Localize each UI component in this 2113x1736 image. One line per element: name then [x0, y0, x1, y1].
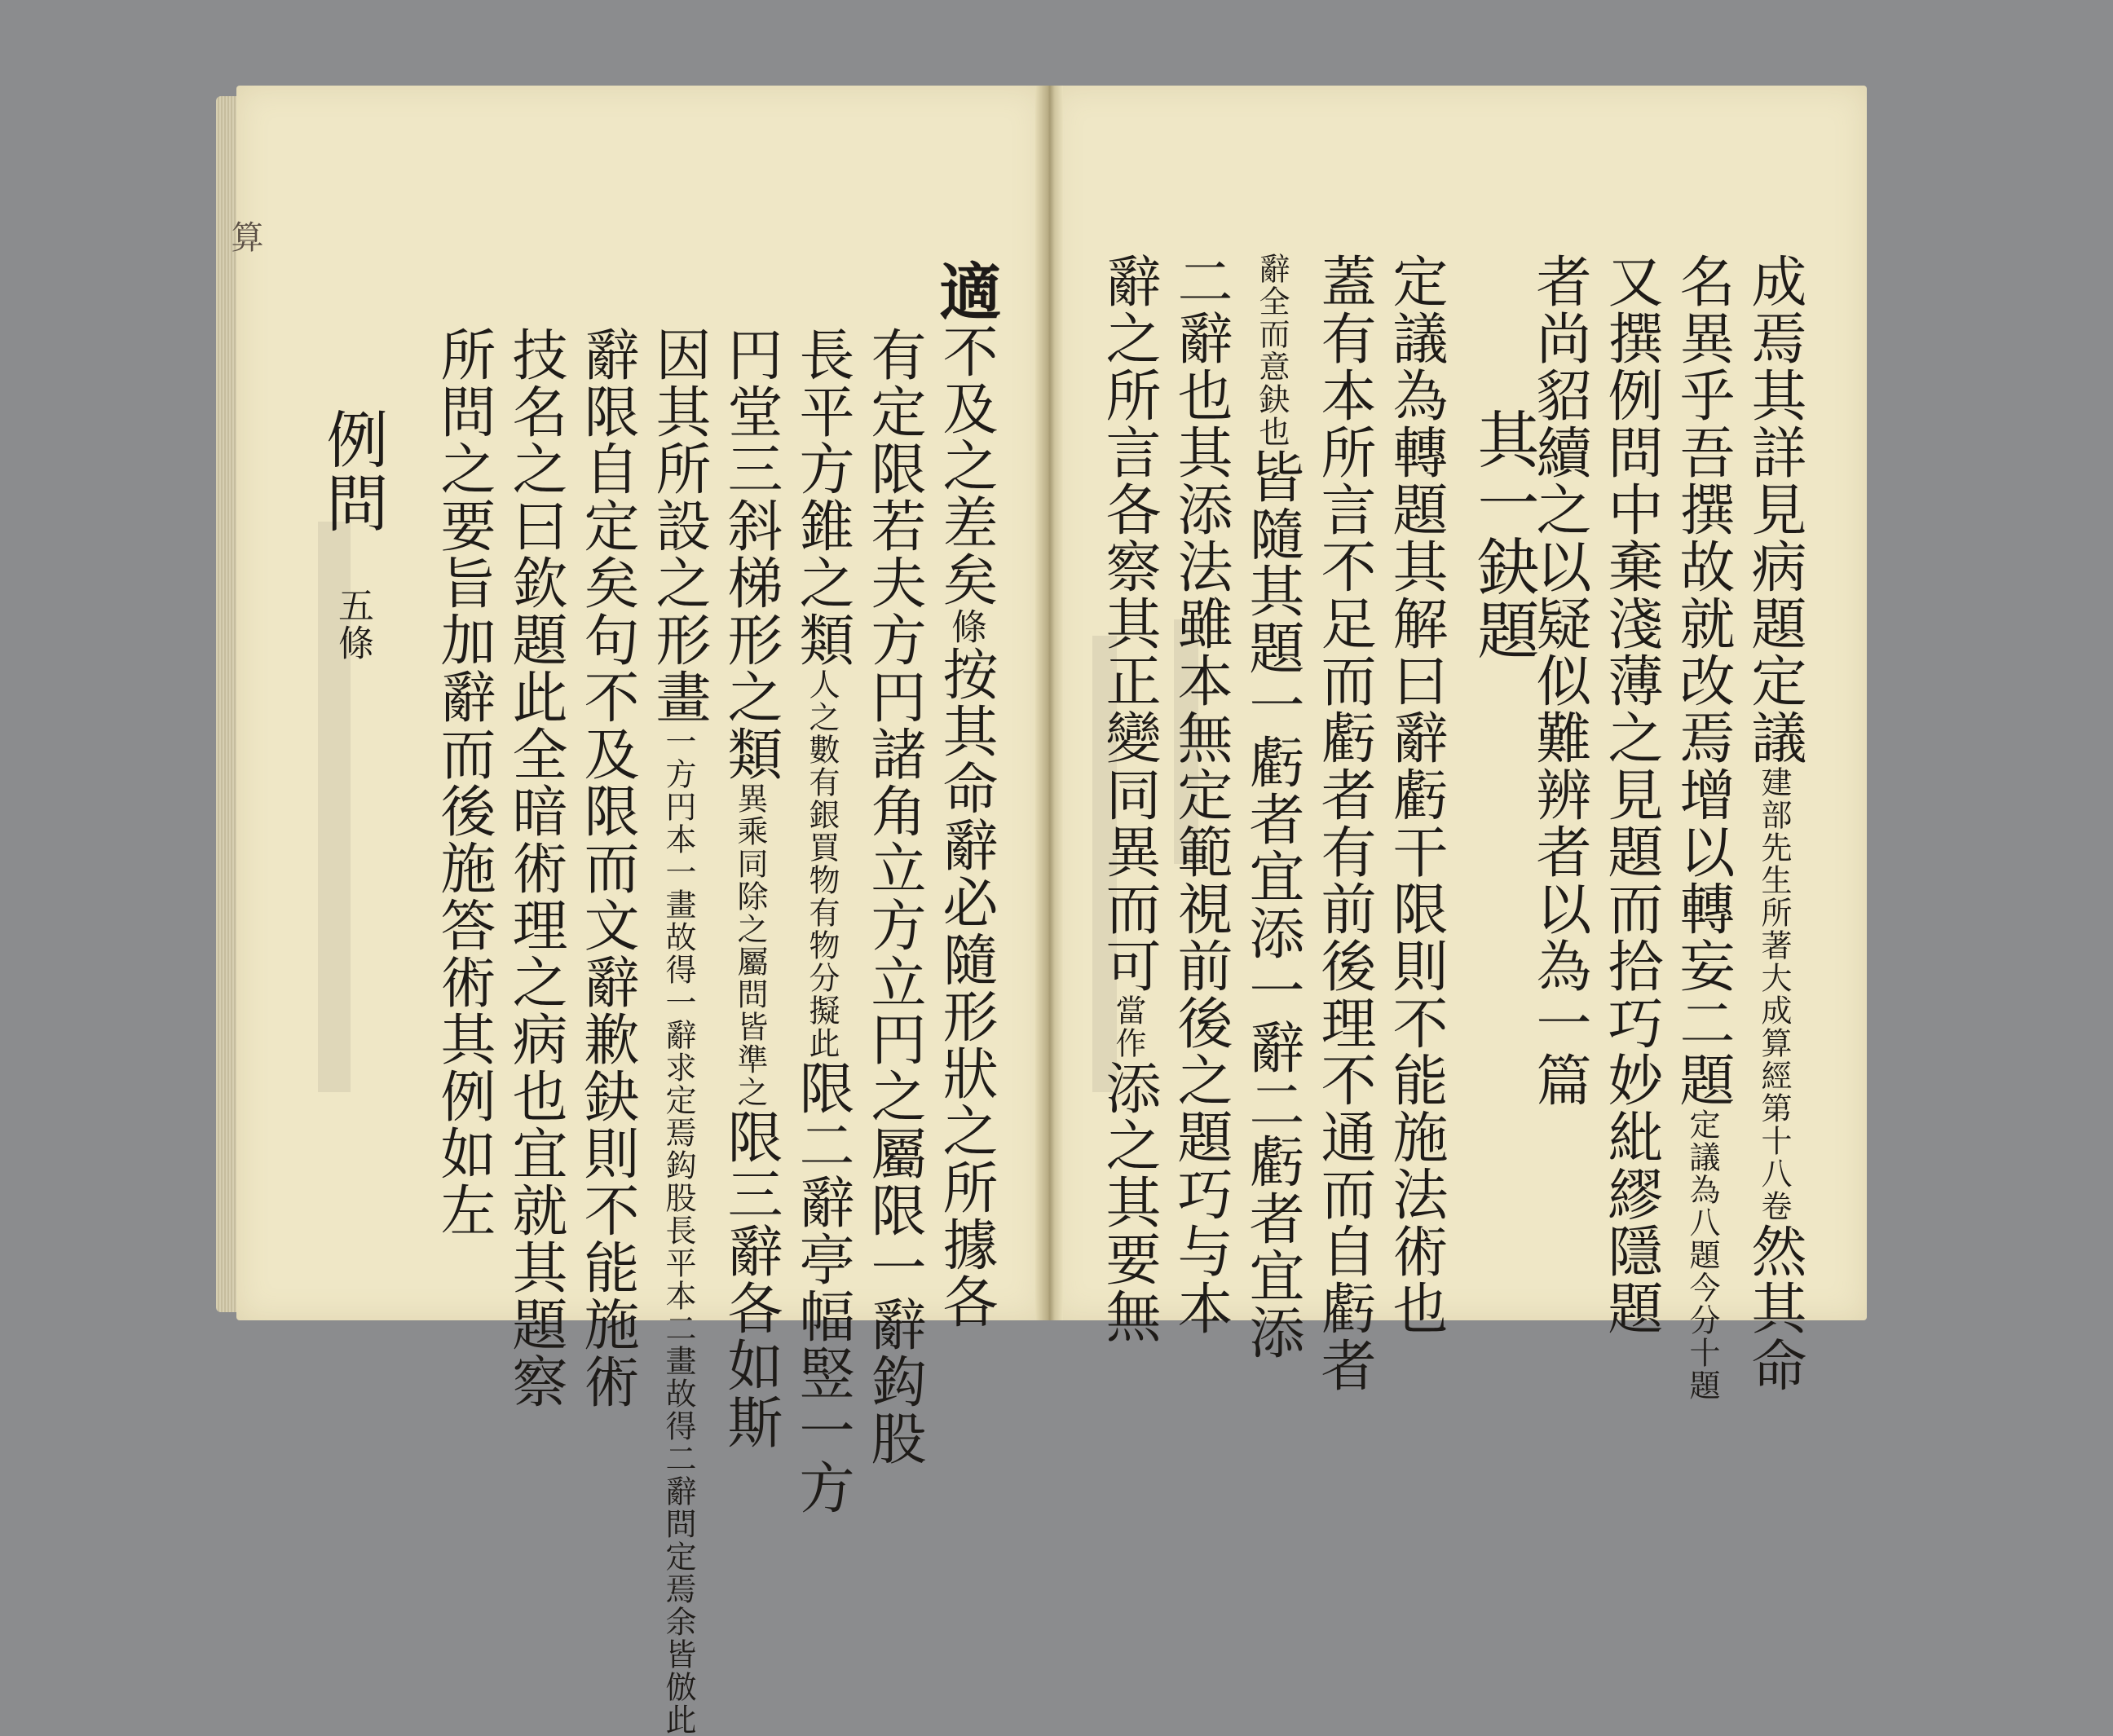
column-text: 按其命辭必隨形狀之所據各 — [933, 645, 998, 1330]
column-text: 辭之所言各察其正變同異而可 — [1096, 253, 1161, 994]
right-column-6 — [1383, 253, 1448, 1337]
right-column-2 — [1670, 253, 1735, 1402]
heading-note: 五條 — [332, 587, 373, 662]
left-column-6 — [575, 326, 639, 1410]
left-column-3 — [790, 326, 854, 1516]
right-column-3 — [1599, 253, 1663, 1337]
subsection-heading: 其一鈌題 — [1467, 408, 1540, 662]
column-note: 異乘同除之屬問皆準之 — [732, 782, 768, 1108]
left-column-1 — [929, 259, 1002, 1330]
column-note: 當作 — [1110, 994, 1146, 1060]
right-column-8 — [1240, 253, 1304, 1361]
column-note: 條 — [945, 608, 986, 645]
left-column-7 — [503, 326, 567, 1410]
column-note: 人之數 — [804, 668, 840, 766]
column-text: 定議為轉題其解曰辭虧干限則不能施法術也 — [1383, 253, 1448, 1337]
column-text: 限三辭各如斯 — [718, 1108, 783, 1451]
right-column-10 — [1096, 253, 1161, 1345]
right-column-9 — [1168, 253, 1233, 1337]
column-text: 蓋有本所言不足而虧者有前後理不通而自虧者 — [1312, 253, 1376, 1394]
column-text: 円堂三斜梯形之類 — [718, 326, 783, 782]
right-column-4 — [1527, 253, 1591, 1108]
column-text: 不及之差矣 — [933, 323, 998, 608]
book-gutter — [1035, 86, 1063, 1320]
column-text: 皆隨其題一虧者宜添一辭二虧者宜添 — [1240, 448, 1304, 1361]
column-text: 又撰例問中棄淺薄之見題而拾巧妙紕繆隱題 — [1599, 253, 1663, 1337]
column-text: 添之其要無 — [1096, 1060, 1161, 1345]
column-text: 者尚貂續之以疑似難辨者以為一篇 — [1527, 253, 1591, 1108]
column-note: 有銀買物有物分擬此 — [804, 766, 840, 1060]
column-text: 因其所設之形畫 — [646, 326, 711, 725]
right-column-1 — [1742, 253, 1806, 1394]
column-text: 有定限若夫方円諸角立方立円之屬限一辭鈎股 — [862, 326, 926, 1467]
column-text: 技名之曰欽題此全暗術理之病也宜就其題察 — [503, 326, 567, 1410]
left-column-5 — [646, 326, 711, 1736]
margin-title: 算 — [226, 220, 263, 253]
column-note: 建部先生所著大成算經第十八卷 — [1756, 766, 1792, 1223]
column-text: 辭限自定矣句不及限而文辭歉鈌則不能施術 — [575, 326, 639, 1410]
column-text: 然其命 — [1742, 1223, 1806, 1394]
column-text: 限二辭亭幅竪一方 — [790, 1060, 854, 1516]
column-text: 所問之要旨加辭而後施答術其例如左 — [431, 326, 496, 1239]
column-note: 辭全而意鈌也 — [1254, 253, 1290, 448]
left-column-8 — [431, 326, 496, 1239]
right-column-7 — [1312, 253, 1376, 1394]
column-lead-char: 適 — [929, 259, 1002, 323]
column-text: 二辭也其添法雖本無定範視前後之題巧与本 — [1168, 253, 1233, 1337]
left-column-4 — [718, 326, 783, 1451]
column-note: 定議為八題今分十題 — [1684, 1108, 1720, 1402]
column-text: 長平方錐之類 — [790, 326, 854, 668]
column-text: 名異乎吾撰故就改焉增以轉妄二題 — [1670, 253, 1735, 1108]
left-column-2 — [862, 326, 926, 1467]
column-text: 成焉其詳見病題定議 — [1742, 253, 1806, 766]
section-heading: 例問 — [316, 408, 389, 535]
column-note: 一方円本一畫故得一辭求定焉鈎股長平本二畫故得二辭問定焉余皆倣此 — [660, 725, 696, 1736]
